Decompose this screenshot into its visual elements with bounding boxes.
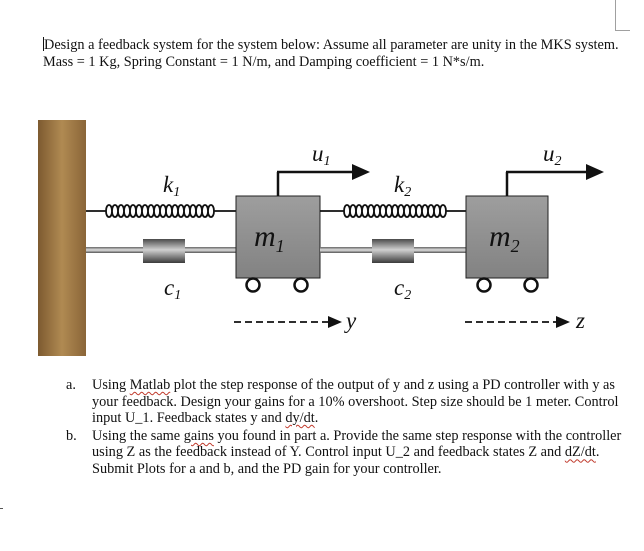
problem-statement-text: Design a feedback system for the system below: Assume all parameter are unity in the MKS system. Mass = 1 Kg, Spring Constant = 1 N/m, and Damping coefficient = 1 N*s/m.	[43, 37, 619, 70]
spelling-flag[interactable]: Matlab	[129, 377, 171, 393]
label-c1: c1	[164, 275, 182, 303]
question-a	[66, 377, 626, 427]
displacement-arrow-y	[234, 316, 342, 328]
question-marker: b.	[66, 427, 77, 444]
question-list	[66, 377, 626, 479]
spelling-flag[interactable]: gains	[183, 427, 214, 444]
question-marker: a.	[66, 377, 76, 393]
question-text: Using Matlab plot the step response of the output of y and z using a PD controller with y as your feedback. Design your gains for a 10% overshoot. Step size should be 1 meter. Control input U_1. Feedback states y and dy/dt.	[92, 377, 619, 427]
damper-2	[320, 239, 466, 263]
displacement-arrow-z	[465, 316, 570, 328]
label-m2: $m_2$	[489, 220, 520, 256]
wall	[38, 120, 86, 356]
label-y: y	[346, 308, 357, 333]
question-b	[66, 428, 626, 478]
label-k2: k2	[394, 172, 412, 200]
label-z: z	[576, 308, 585, 333]
label-u2: u2	[543, 141, 562, 169]
label-m1: $m_1$	[254, 220, 285, 256]
question-text: Using the same gains you found in part a. Provide the same step response with the controller using Z as the feedback instead of Y. Control input U_2 and feedback states Z and dZ/dt. Submit Plots for a and b, and the PD gain for your controller.	[92, 427, 622, 477]
spelling-flag[interactable]: dZ/dt	[564, 444, 596, 461]
label-c2: c2	[394, 275, 412, 303]
spring-2	[320, 205, 466, 217]
spelling-flag[interactable]: dy/dt	[285, 410, 315, 427]
damper-1	[86, 239, 236, 263]
label-k1: k1	[163, 172, 181, 200]
label-u1: u1	[312, 141, 331, 169]
spring-1	[86, 205, 236, 217]
